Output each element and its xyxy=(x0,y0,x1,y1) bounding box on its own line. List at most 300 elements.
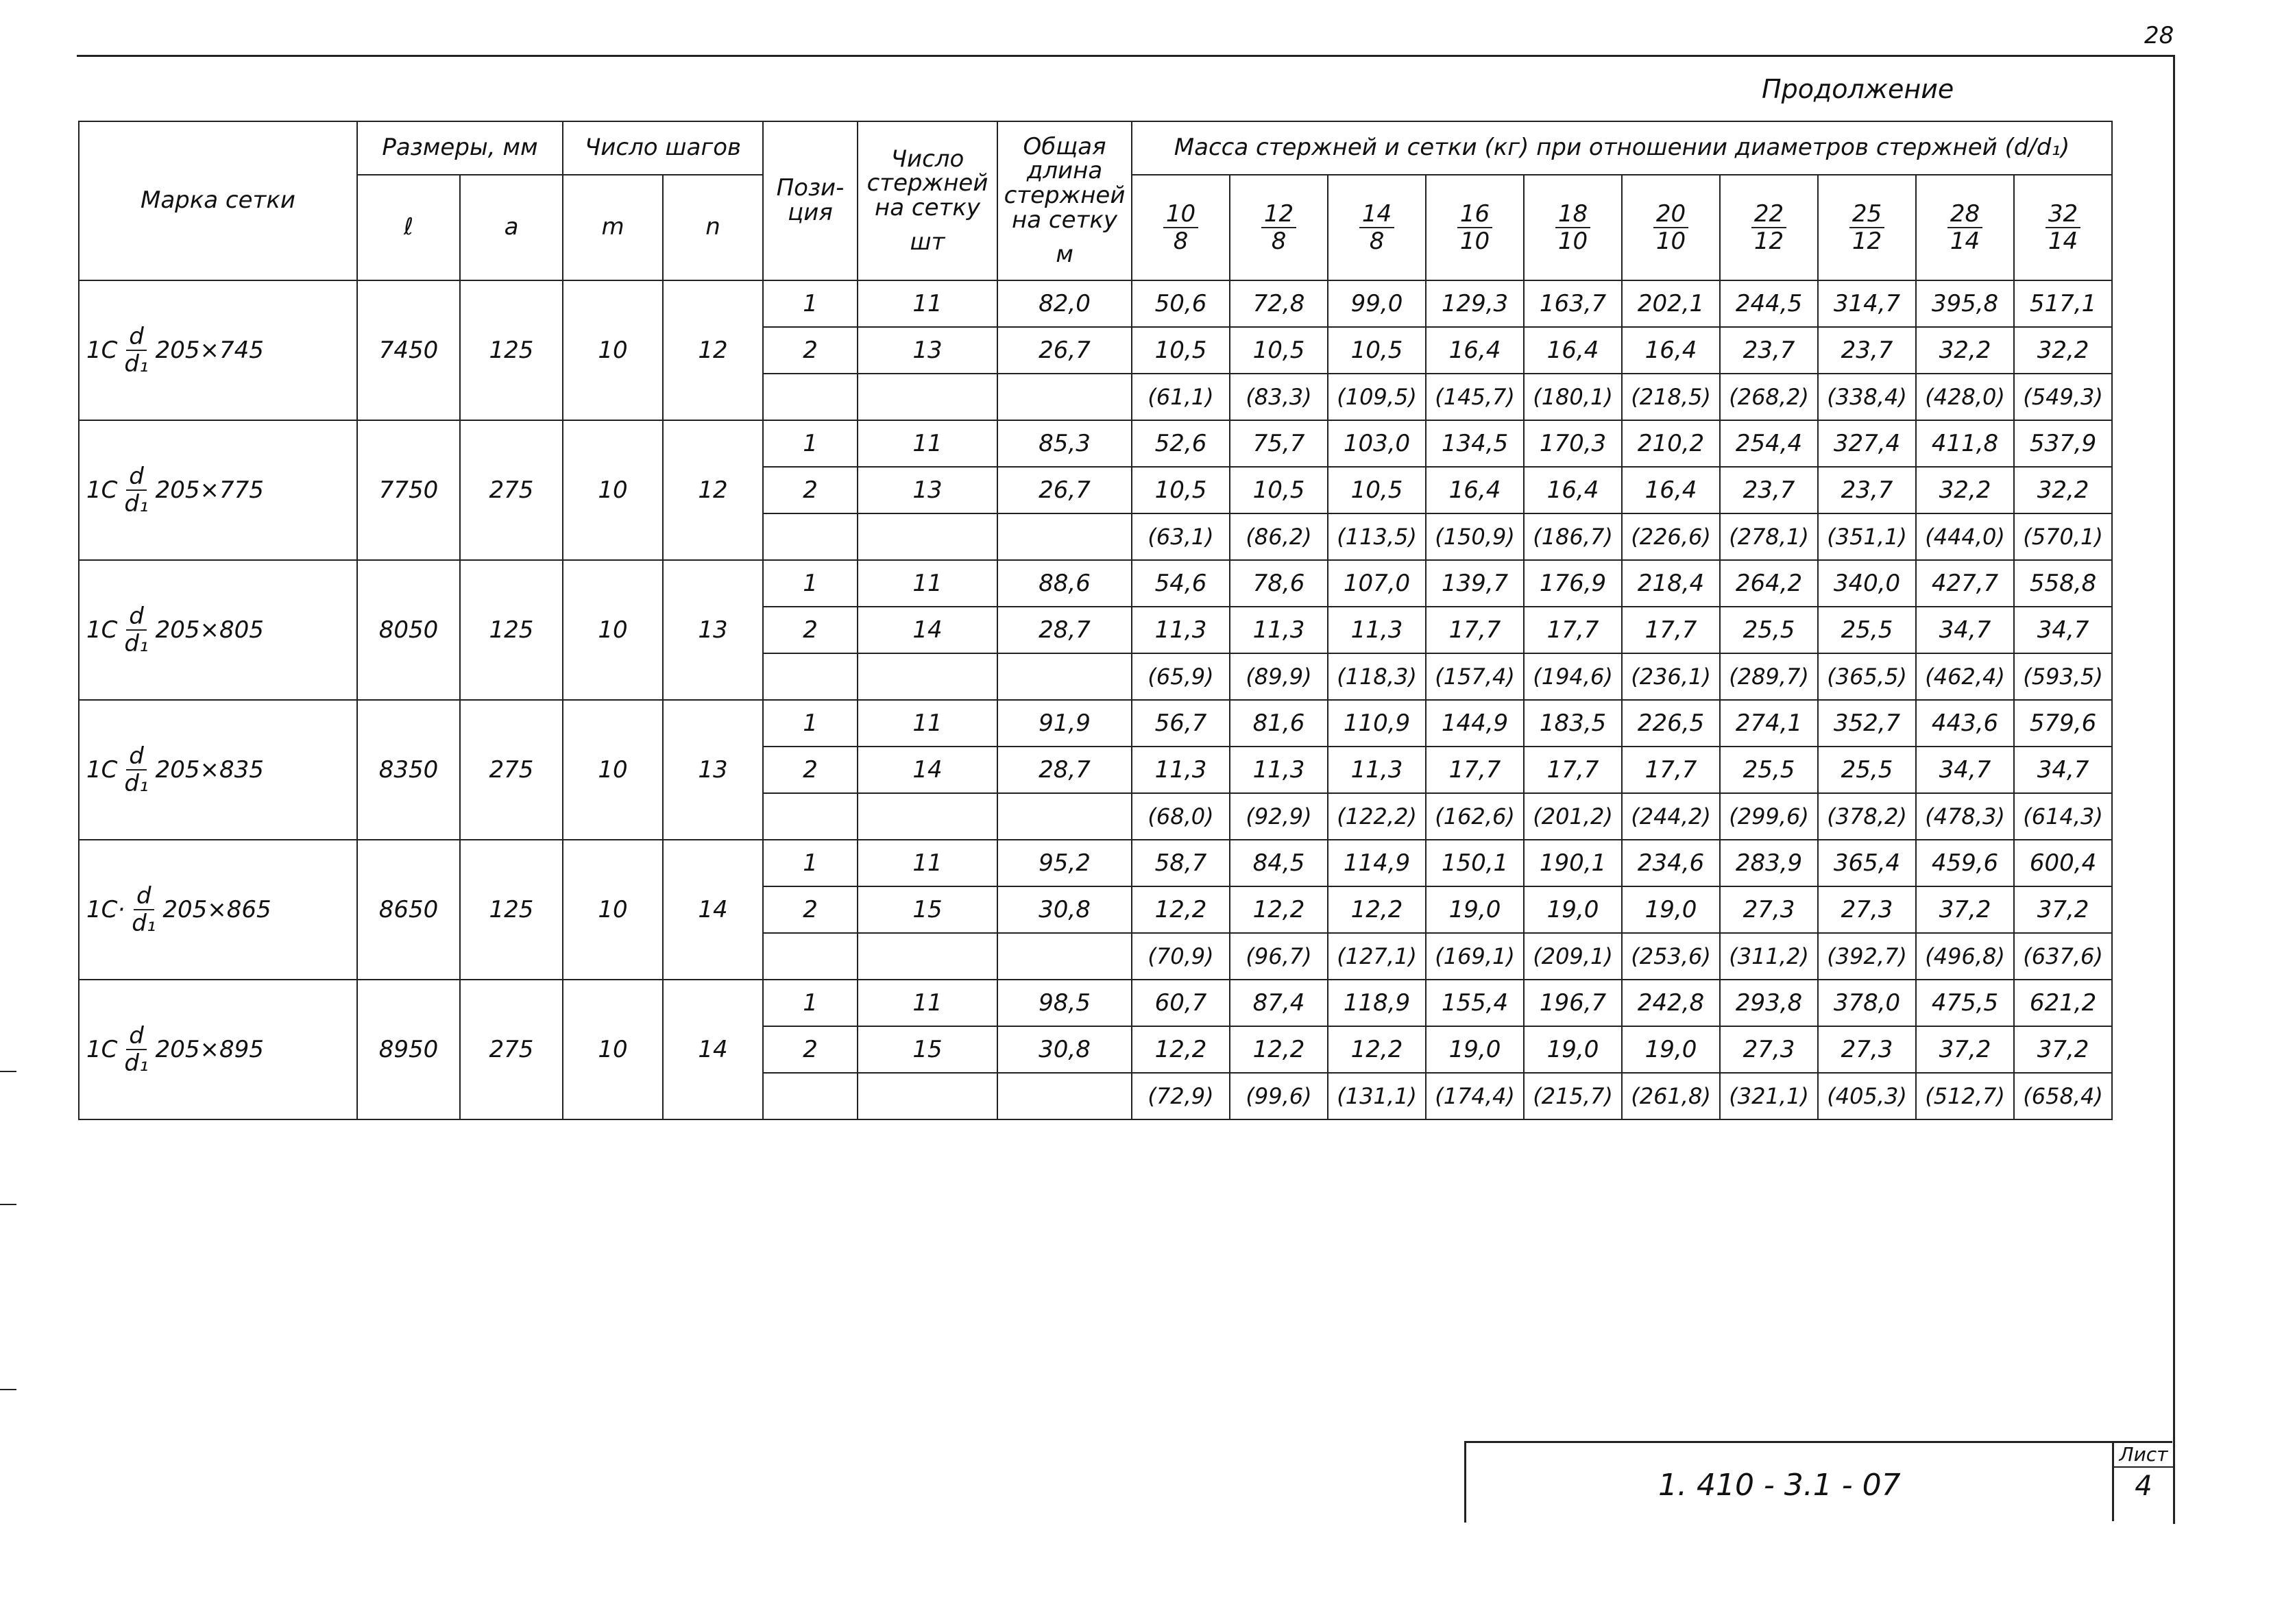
mass-value: (209,1) xyxy=(1524,933,1622,980)
mass-value: 274,1 xyxy=(1720,700,1818,747)
mark-denominator: d₁ xyxy=(124,630,149,657)
mass-value: (236,1) xyxy=(1622,653,1720,700)
size-l-value: 7450 xyxy=(357,280,460,420)
ratio-fraction xyxy=(1555,202,1590,253)
mesh-mark xyxy=(79,560,357,700)
mass-value: 264,2 xyxy=(1720,560,1818,607)
mass-value: 411,8 xyxy=(1916,420,2014,467)
mark-fraction xyxy=(132,884,156,935)
sheet-label: Лист xyxy=(2114,1443,2173,1468)
mass-value: 27,3 xyxy=(1818,886,1916,933)
step-m-value: 10 xyxy=(563,560,663,700)
size-a-value: 125 xyxy=(460,280,563,420)
mass-value: (99,6) xyxy=(1230,1073,1328,1119)
mass-value: 32,2 xyxy=(2014,467,2112,513)
mass-value: (268,2) xyxy=(1720,374,1818,420)
mass-value: 27,3 xyxy=(1720,886,1818,933)
mass-value: (351,1) xyxy=(1818,513,1916,560)
mass-value: 600,4 xyxy=(2014,840,2112,886)
header-ratio xyxy=(1132,175,1230,280)
ratio-denominator: 8 xyxy=(1173,228,1189,255)
position-value xyxy=(763,933,858,980)
ratio-denominator: 12 xyxy=(1852,228,1882,255)
mass-value: 12,2 xyxy=(1328,1026,1426,1073)
mark-numerator: d xyxy=(126,1024,147,1050)
mark-numerator: d xyxy=(134,884,154,910)
mass-value: 17,7 xyxy=(1524,747,1622,793)
mass-value: 134,5 xyxy=(1426,420,1524,467)
mass-value: 12,2 xyxy=(1132,886,1230,933)
mass-value: (512,7) xyxy=(1916,1073,2014,1119)
rod-count-value xyxy=(858,374,997,420)
mass-value: 283,9 xyxy=(1720,840,1818,886)
mark-denominator: d₁ xyxy=(124,1050,149,1077)
mass-value: 56,7 xyxy=(1132,700,1230,747)
mass-value: 378,0 xyxy=(1818,980,1916,1026)
step-n-value: 12 xyxy=(663,420,763,560)
mass-value: (145,7) xyxy=(1426,374,1524,420)
mass-value: (392,7) xyxy=(1818,933,1916,980)
position-value: 1 xyxy=(763,420,858,467)
mass-value: 129,3 xyxy=(1426,280,1524,327)
title-block xyxy=(1464,1441,2172,1523)
mass-value: (614,3) xyxy=(2014,793,2112,840)
mark-size: 205×805 xyxy=(155,616,264,644)
mass-value: (278,1) xyxy=(1720,513,1818,560)
mass-value: (637,6) xyxy=(2014,933,2112,980)
mass-value: 12,2 xyxy=(1132,1026,1230,1073)
table-row xyxy=(79,280,2112,327)
size-l-value: 8950 xyxy=(357,980,460,1119)
mark-size: 205×745 xyxy=(155,337,264,364)
step-m-value: 10 xyxy=(563,280,663,420)
mass-value: (186,7) xyxy=(1524,513,1622,560)
ratio-fraction xyxy=(1849,202,1884,253)
mass-value: (218,5) xyxy=(1622,374,1720,420)
mass-value: 170,3 xyxy=(1524,420,1622,467)
ratio-denominator: 12 xyxy=(1753,228,1784,255)
mass-value: 517,1 xyxy=(2014,280,2112,327)
mass-value: (109,5) xyxy=(1328,374,1426,420)
mass-value: (593,5) xyxy=(2014,653,2112,700)
position-value: 1 xyxy=(763,700,858,747)
size-a-value: 275 xyxy=(460,700,563,840)
mass-value: 34,7 xyxy=(1916,747,2014,793)
step-n-value: 14 xyxy=(663,980,763,1119)
mark-denominator: d₁ xyxy=(132,910,156,937)
mass-value: (180,1) xyxy=(1524,374,1622,420)
mass-value: 114,9 xyxy=(1328,840,1426,886)
size-a-value: 125 xyxy=(460,840,563,980)
header-size-l: ℓ xyxy=(357,175,460,280)
mass-value: 210,2 xyxy=(1622,420,1720,467)
position-value: 2 xyxy=(763,607,858,653)
mass-value: 314,7 xyxy=(1818,280,1916,327)
mass-value: 293,8 xyxy=(1720,980,1818,1026)
mass-value: 340,0 xyxy=(1818,560,1916,607)
mass-value: 75,7 xyxy=(1230,420,1328,467)
rod-count-value xyxy=(858,793,997,840)
header-ratio xyxy=(1720,175,1818,280)
mass-value: (338,4) xyxy=(1818,374,1916,420)
rod-count-value: 15 xyxy=(858,1026,997,1073)
position-value: 1 xyxy=(763,840,858,886)
mass-value: 427,7 xyxy=(1916,560,2014,607)
total-length-value xyxy=(997,374,1132,420)
mass-value: 16,4 xyxy=(1622,467,1720,513)
mass-value: 10,5 xyxy=(1132,467,1230,513)
mass-value: (428,0) xyxy=(1916,374,2014,420)
mass-value: 196,7 xyxy=(1524,980,1622,1026)
total-length-value: 30,8 xyxy=(997,886,1132,933)
mass-value: 87,4 xyxy=(1230,980,1328,1026)
header-rod-count-label: Число стержней на сетку xyxy=(866,145,988,221)
total-length-value xyxy=(997,513,1132,560)
position-value: 1 xyxy=(763,560,858,607)
mass-value: 244,5 xyxy=(1720,280,1818,327)
mass-value: 202,1 xyxy=(1622,280,1720,327)
continuation-label: Продолжение xyxy=(1762,74,1954,104)
position-value xyxy=(763,374,858,420)
mass-value: 11,3 xyxy=(1132,607,1230,653)
mass-value: (261,8) xyxy=(1622,1073,1720,1119)
mass-value: (299,6) xyxy=(1720,793,1818,840)
mass-value: 17,7 xyxy=(1622,747,1720,793)
mark-fraction xyxy=(124,605,148,655)
mass-value: (61,1) xyxy=(1132,374,1230,420)
header-mass: Масса стержней и сетки (кг) при отношении диаметров стержней (d/d₁) xyxy=(1132,121,2112,175)
rod-count-value: 14 xyxy=(858,607,997,653)
mark-denominator: d₁ xyxy=(124,770,149,797)
table-row xyxy=(79,700,2112,747)
mass-value: (96,7) xyxy=(1230,933,1328,980)
header-ratio xyxy=(1426,175,1524,280)
mass-value: (405,3) xyxy=(1818,1073,1916,1119)
ratio-numerator: 25 xyxy=(1849,202,1884,228)
header-ratio xyxy=(1328,175,1426,280)
mark-fraction xyxy=(124,744,148,795)
mesh-mark xyxy=(79,840,357,980)
mark-size: 205×865 xyxy=(162,896,271,923)
mass-value: (68,0) xyxy=(1132,793,1230,840)
step-m-value: 10 xyxy=(563,700,663,840)
mass-value: 183,5 xyxy=(1524,700,1622,747)
mass-value: (549,3) xyxy=(2014,374,2112,420)
mass-value: 11,3 xyxy=(1328,607,1426,653)
mass-value: 558,8 xyxy=(2014,560,2112,607)
mark-prefix: 1С· xyxy=(86,896,125,923)
position-value: 2 xyxy=(763,886,858,933)
sheet-box xyxy=(2112,1443,2173,1521)
step-n-value: 14 xyxy=(663,840,763,980)
mass-value: (321,1) xyxy=(1720,1073,1818,1119)
rod-count-value xyxy=(858,653,997,700)
ratio-numerator: 28 xyxy=(1947,202,1982,228)
mass-value: 10,5 xyxy=(1328,467,1426,513)
mass-value: (83,3) xyxy=(1230,374,1328,420)
total-length-value: 82,0 xyxy=(997,280,1132,327)
rod-count-value: 13 xyxy=(858,327,997,374)
mass-value: (215,7) xyxy=(1524,1073,1622,1119)
mark-denominator: d₁ xyxy=(124,350,149,378)
ratio-numerator: 32 xyxy=(2046,202,2080,228)
mesh-mark xyxy=(79,980,357,1119)
mass-value: 37,2 xyxy=(2014,1026,2112,1073)
total-length-value xyxy=(997,1073,1132,1119)
mass-value: (118,3) xyxy=(1328,653,1426,700)
mass-value: 78,6 xyxy=(1230,560,1328,607)
margin-tick xyxy=(0,1204,16,1205)
mass-value: 537,9 xyxy=(2014,420,2112,467)
mass-value: 37,2 xyxy=(1916,1026,2014,1073)
ratio-fraction xyxy=(1653,202,1688,253)
ratio-numerator: 10 xyxy=(1163,202,1198,228)
total-length-value: 30,8 xyxy=(997,1026,1132,1073)
rod-count-value xyxy=(858,1073,997,1119)
ratio-fraction xyxy=(1457,202,1492,253)
mark-fraction xyxy=(124,325,148,376)
step-n-value: 13 xyxy=(663,560,763,700)
mass-value: 395,8 xyxy=(1916,280,2014,327)
size-l-value: 8650 xyxy=(357,840,460,980)
mass-value: 81,6 xyxy=(1230,700,1328,747)
document-code: 1. 410 - 3.1 - 07 xyxy=(1658,1468,1901,1503)
rod-count-value: 11 xyxy=(858,420,997,467)
position-value xyxy=(763,513,858,560)
mass-value: (311,2) xyxy=(1720,933,1818,980)
mass-value: 17,7 xyxy=(1426,747,1524,793)
mark-numerator: d xyxy=(126,744,147,771)
position-value xyxy=(763,793,858,840)
size-l-value: 7750 xyxy=(357,420,460,560)
total-length-value: 98,5 xyxy=(997,980,1132,1026)
ratio-numerator: 14 xyxy=(1359,202,1394,228)
total-length-value: 26,7 xyxy=(997,327,1132,374)
mass-value: 54,6 xyxy=(1132,560,1230,607)
mass-value: (289,7) xyxy=(1720,653,1818,700)
mass-value: (365,5) xyxy=(1818,653,1916,700)
position-value: 1 xyxy=(763,980,858,1026)
mass-value: 19,0 xyxy=(1426,1026,1524,1073)
header-total-length xyxy=(997,121,1132,280)
mass-value: 103,0 xyxy=(1328,420,1426,467)
rod-count-value: 14 xyxy=(858,747,997,793)
total-length-value: 95,2 xyxy=(997,840,1132,886)
mass-value: 118,9 xyxy=(1328,980,1426,1026)
rod-count-value: 13 xyxy=(858,467,997,513)
mass-value: 10,5 xyxy=(1230,467,1328,513)
mass-value: (570,1) xyxy=(2014,513,2112,560)
mass-value: 10,5 xyxy=(1230,327,1328,374)
mass-value: 139,7 xyxy=(1426,560,1524,607)
mesh-mark xyxy=(79,280,357,420)
margin-tick xyxy=(0,1071,16,1072)
header-ratio xyxy=(2014,175,2112,280)
mark-prefix: 1С xyxy=(86,1036,118,1063)
mass-value: 25,5 xyxy=(1818,607,1916,653)
mass-value: 52,6 xyxy=(1132,420,1230,467)
header-step-m: m xyxy=(563,175,663,280)
mass-value: 10,5 xyxy=(1328,327,1426,374)
ratio-numerator: 20 xyxy=(1653,202,1688,228)
mass-value: 27,3 xyxy=(1818,1026,1916,1073)
header-size-a: a xyxy=(460,175,563,280)
ratio-denominator: 14 xyxy=(2048,228,2078,255)
total-length-value: 85,3 xyxy=(997,420,1132,467)
mass-value: (162,6) xyxy=(1426,793,1524,840)
mass-value: 176,9 xyxy=(1524,560,1622,607)
ratio-denominator: 10 xyxy=(1655,228,1686,255)
mass-value: 11,3 xyxy=(1132,747,1230,793)
total-length-value: 88,6 xyxy=(997,560,1132,607)
mass-value: 11,3 xyxy=(1230,747,1328,793)
mass-value: 37,2 xyxy=(2014,886,2112,933)
mass-value: 16,4 xyxy=(1524,327,1622,374)
header-step-n: n xyxy=(663,175,763,280)
rod-count-value: 11 xyxy=(858,560,997,607)
mark-prefix: 1С xyxy=(86,476,118,504)
mass-value: 190,1 xyxy=(1524,840,1622,886)
mass-value: 16,4 xyxy=(1622,327,1720,374)
mass-value: 12,2 xyxy=(1230,886,1328,933)
position-value xyxy=(763,1073,858,1119)
table-row xyxy=(79,420,2112,467)
mass-value: 365,4 xyxy=(1818,840,1916,886)
mass-value: (113,5) xyxy=(1328,513,1426,560)
mass-value: (174,4) xyxy=(1426,1073,1524,1119)
header-rod-count xyxy=(858,121,997,280)
step-m-value: 10 xyxy=(563,980,663,1119)
size-l-value: 8350 xyxy=(357,700,460,840)
mass-value: (378,2) xyxy=(1818,793,1916,840)
size-a-value: 275 xyxy=(460,420,563,560)
mass-value: 107,0 xyxy=(1328,560,1426,607)
mark-fraction xyxy=(124,1024,148,1075)
mass-value: 352,7 xyxy=(1818,700,1916,747)
header-ratio xyxy=(1230,175,1328,280)
mass-value: 254,4 xyxy=(1720,420,1818,467)
mass-value: 34,7 xyxy=(1916,607,2014,653)
mass-value: (72,9) xyxy=(1132,1073,1230,1119)
mass-value: (444,0) xyxy=(1916,513,2014,560)
mass-value: (462,4) xyxy=(1916,653,2014,700)
total-length-value: 28,7 xyxy=(997,747,1132,793)
header-steps: Число шагов xyxy=(563,121,763,175)
mass-value: 16,4 xyxy=(1524,467,1622,513)
mass-value: 17,7 xyxy=(1622,607,1720,653)
step-m-value: 10 xyxy=(563,420,663,560)
mass-value: (194,6) xyxy=(1524,653,1622,700)
ratio-denominator: 8 xyxy=(1271,228,1287,255)
ratio-fraction xyxy=(1163,202,1198,253)
mass-value: (63,1) xyxy=(1132,513,1230,560)
mass-value: (244,2) xyxy=(1622,793,1720,840)
header-rod-count-unit: шт xyxy=(910,228,945,256)
mass-value: 34,7 xyxy=(2014,747,2112,793)
table-row xyxy=(79,840,2112,886)
mass-value: 99,0 xyxy=(1328,280,1426,327)
mark-prefix: 1С xyxy=(86,616,118,644)
ratio-denominator: 8 xyxy=(1369,228,1385,255)
mass-value: 579,6 xyxy=(2014,700,2112,747)
position-value: 2 xyxy=(763,1026,858,1073)
mark-denominator: d₁ xyxy=(124,490,149,518)
mass-value: (478,3) xyxy=(1916,793,2014,840)
header-sizes: Размеры, мм xyxy=(357,121,563,175)
mass-value: 23,7 xyxy=(1818,467,1916,513)
mass-value: (89,9) xyxy=(1230,653,1328,700)
position-value xyxy=(763,653,858,700)
total-length-value: 28,7 xyxy=(997,607,1132,653)
ratio-numerator: 16 xyxy=(1457,202,1492,228)
mass-value: 17,7 xyxy=(1426,607,1524,653)
mass-value: 226,5 xyxy=(1622,700,1720,747)
total-length-value xyxy=(997,793,1132,840)
mass-value: 17,7 xyxy=(1524,607,1622,653)
mass-value: (92,9) xyxy=(1230,793,1328,840)
mass-value: (122,2) xyxy=(1328,793,1426,840)
step-m-value: 10 xyxy=(563,840,663,980)
mass-value: 23,7 xyxy=(1720,467,1818,513)
mass-value: 327,4 xyxy=(1818,420,1916,467)
mass-value: 34,7 xyxy=(2014,607,2112,653)
mass-value: 37,2 xyxy=(1916,886,2014,933)
mass-value: 242,8 xyxy=(1622,980,1720,1026)
step-n-value: 13 xyxy=(663,700,763,840)
mass-value: (70,9) xyxy=(1132,933,1230,980)
position-value: 1 xyxy=(763,280,858,327)
rod-count-value: 15 xyxy=(858,886,997,933)
position-value: 2 xyxy=(763,747,858,793)
position-value: 2 xyxy=(763,467,858,513)
total-length-value xyxy=(997,933,1132,980)
mass-value: (496,8) xyxy=(1916,933,2014,980)
mass-value: (127,1) xyxy=(1328,933,1426,980)
mass-value: 459,6 xyxy=(1916,840,2014,886)
rod-count-value: 11 xyxy=(858,700,997,747)
mass-value: 110,9 xyxy=(1328,700,1426,747)
mass-value: 19,0 xyxy=(1426,886,1524,933)
total-length-value: 26,7 xyxy=(997,467,1132,513)
header-ratio xyxy=(1622,175,1720,280)
mesh-mark xyxy=(79,420,357,560)
mass-value: 60,7 xyxy=(1132,980,1230,1026)
mass-value: 19,0 xyxy=(1622,886,1720,933)
mass-value: 163,7 xyxy=(1524,280,1622,327)
mass-value: 19,0 xyxy=(1524,1026,1622,1073)
mass-value: 19,0 xyxy=(1524,886,1622,933)
mass-value: (86,2) xyxy=(1230,513,1328,560)
mass-value: 25,5 xyxy=(1818,747,1916,793)
table-row xyxy=(79,560,2112,607)
mark-fraction xyxy=(124,465,148,516)
mass-value: (65,9) xyxy=(1132,653,1230,700)
header-total-length-unit: м xyxy=(1056,240,1073,268)
size-l-value: 8050 xyxy=(357,560,460,700)
ratio-fraction xyxy=(2046,202,2080,253)
ratio-fraction xyxy=(1751,202,1786,253)
position-value: 2 xyxy=(763,327,858,374)
mass-value: (131,1) xyxy=(1328,1073,1426,1119)
step-n-value: 12 xyxy=(663,280,763,420)
ratio-denominator: 10 xyxy=(1459,228,1490,255)
mass-value: 27,3 xyxy=(1720,1026,1818,1073)
mass-value: 12,2 xyxy=(1328,886,1426,933)
mass-value: (226,6) xyxy=(1622,513,1720,560)
ratio-fraction xyxy=(1359,202,1394,253)
mass-value: 234,6 xyxy=(1622,840,1720,886)
ratio-numerator: 18 xyxy=(1555,202,1590,228)
